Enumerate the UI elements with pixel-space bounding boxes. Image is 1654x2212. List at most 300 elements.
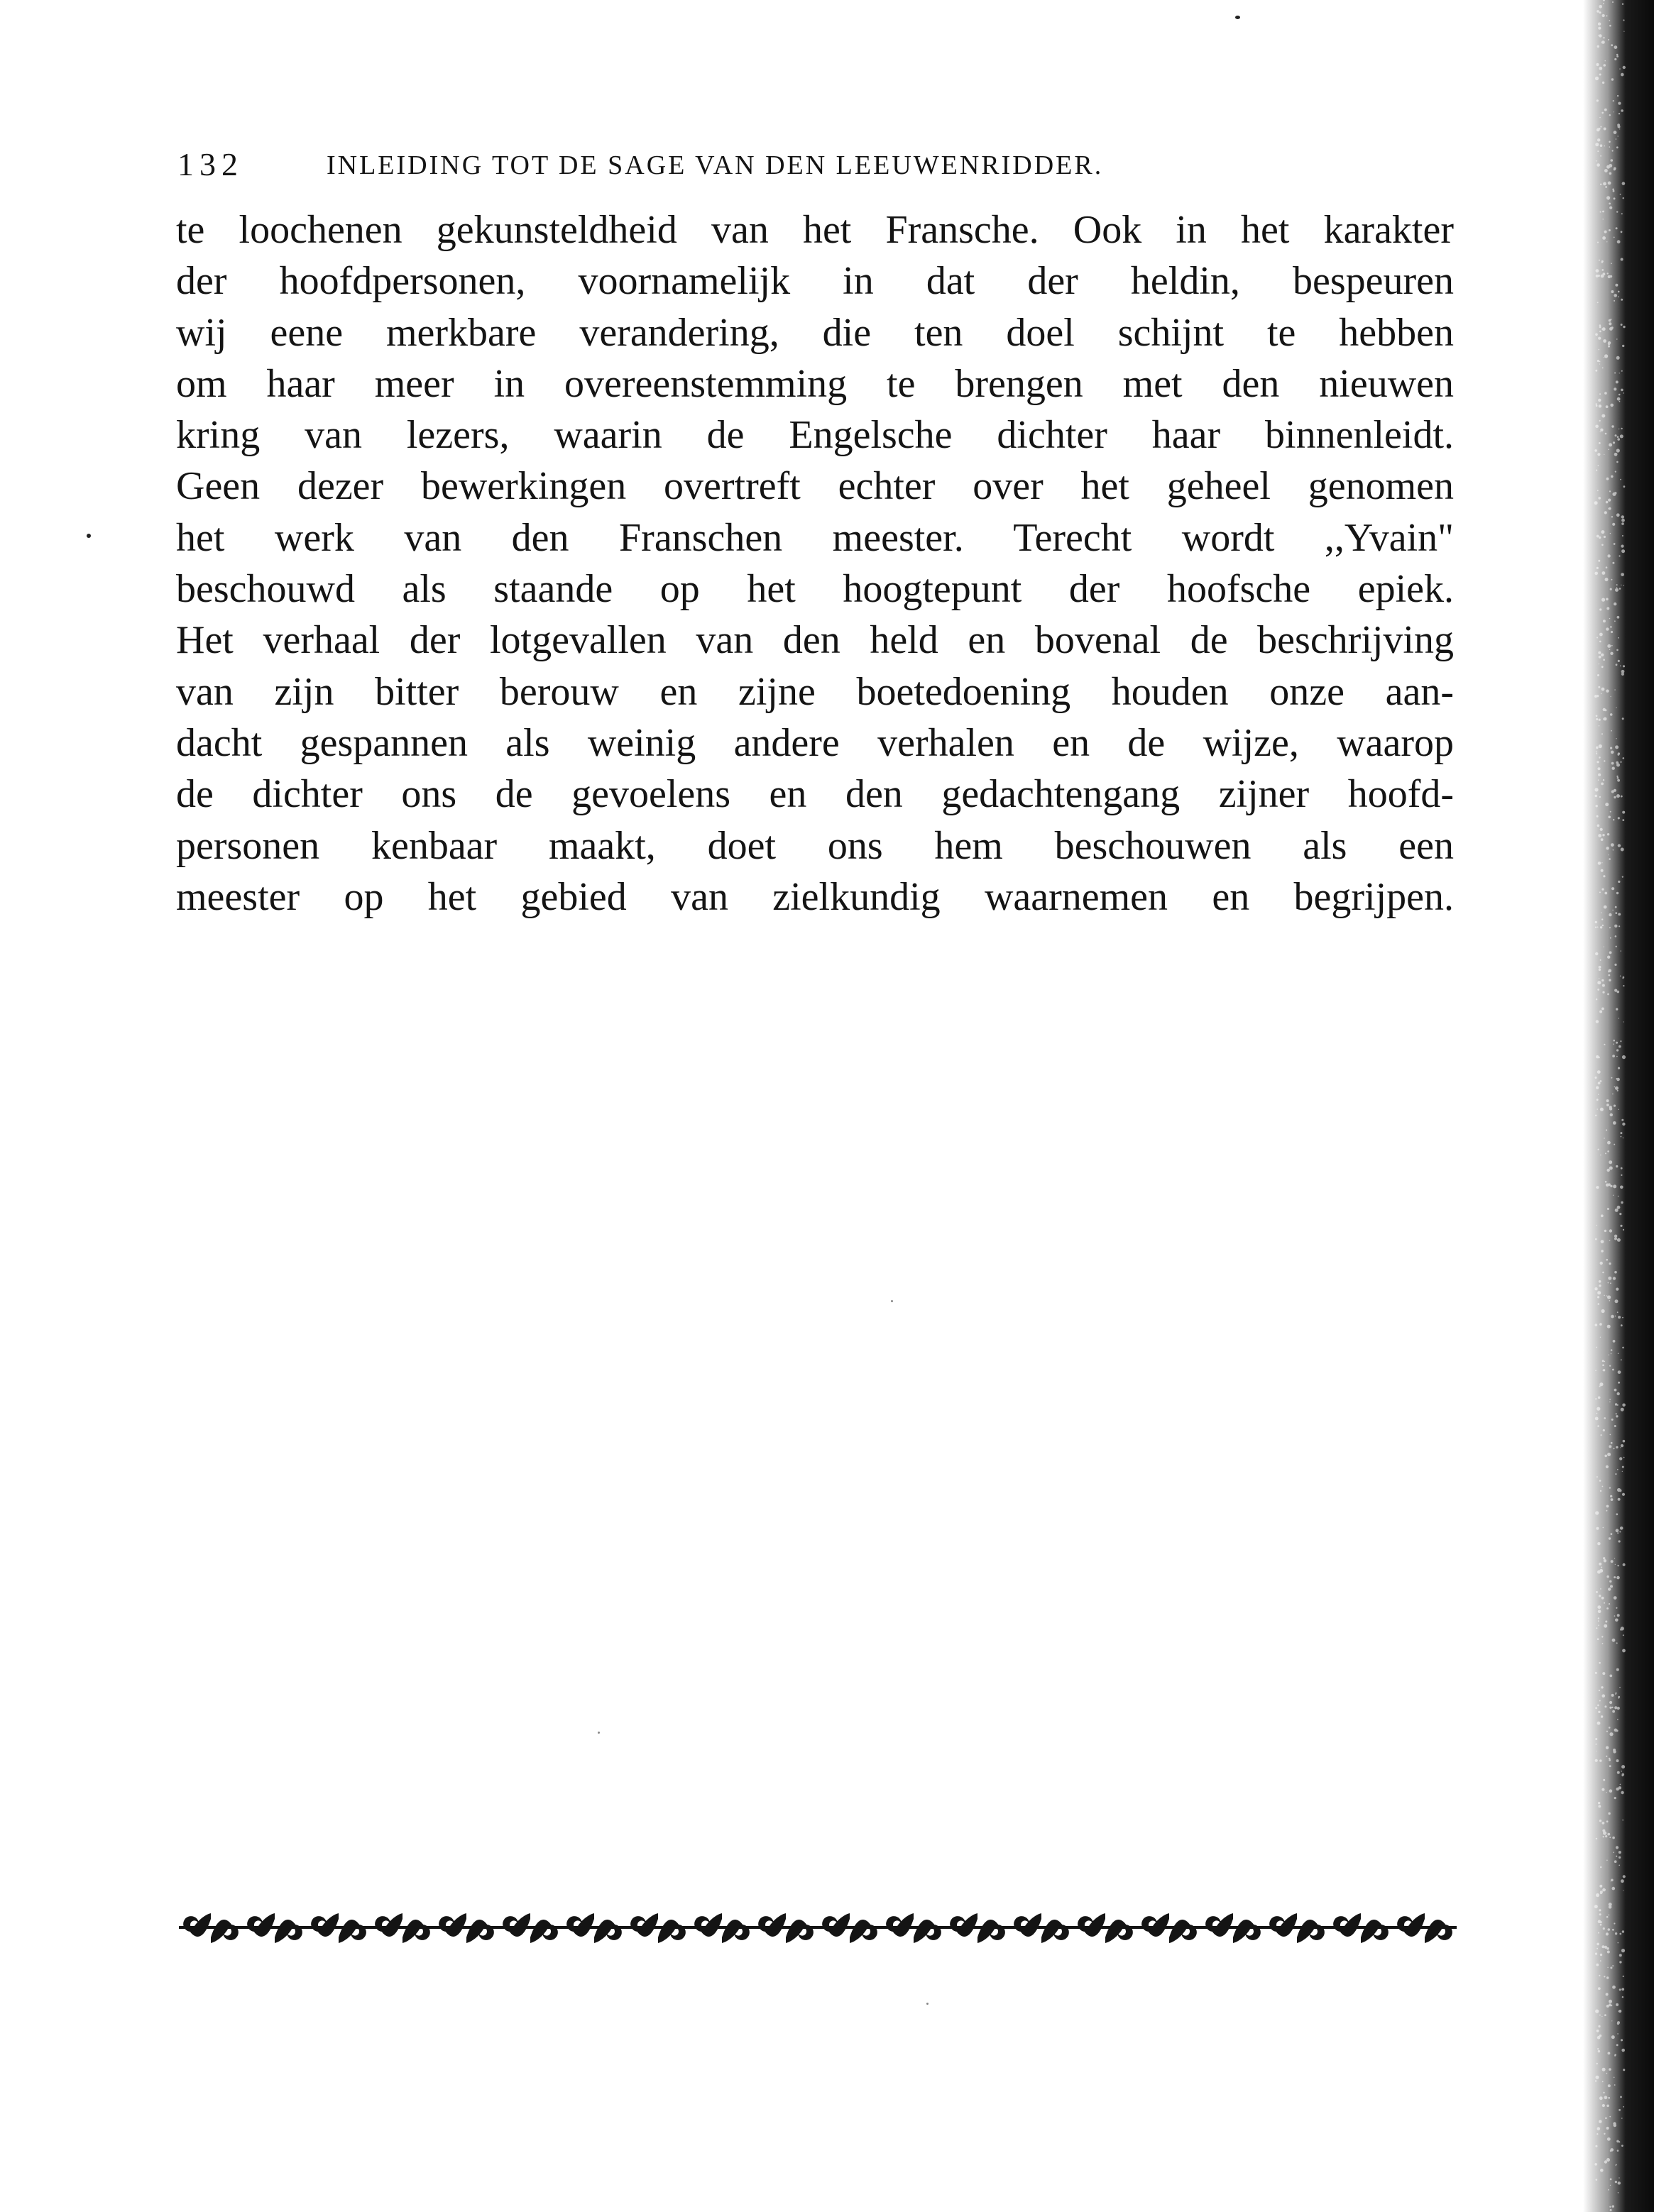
shadow-speck <box>1605 433 1607 435</box>
shadow-speck <box>1600 1921 1602 1923</box>
shadow-speck <box>1606 1099 1609 1102</box>
shadow-speck <box>1596 1591 1598 1593</box>
shadow-speck <box>1609 203 1611 205</box>
shadow-speck <box>1612 1094 1614 1095</box>
shadow-speck <box>1606 1575 1609 1578</box>
shadow-speck <box>1595 1417 1599 1421</box>
shadow-speck <box>1610 2209 1612 2211</box>
shadow-speck <box>1609 146 1611 148</box>
shadow-speck <box>1606 1820 1609 1822</box>
shadow-speck <box>1617 1392 1620 1395</box>
shadow-speck <box>1608 1588 1611 1590</box>
shadow-speck <box>1602 1694 1606 1697</box>
shadow-speck <box>1614 602 1616 605</box>
shadow-speck <box>1609 649 1610 650</box>
shadow-speck <box>1614 925 1617 928</box>
shadow-speck <box>1606 1756 1607 1757</box>
shadow-speck <box>1609 1487 1611 1489</box>
shadow-speck <box>1614 1086 1616 1088</box>
shadow-speck <box>1609 1915 1610 1916</box>
shadow-speck <box>1623 485 1626 488</box>
shadow-speck <box>1602 82 1604 84</box>
shadow-speck <box>1618 1109 1619 1110</box>
shadow-speck <box>1595 1077 1597 1079</box>
shadow-speck <box>1619 1045 1621 1048</box>
shadow-speck <box>1608 971 1609 972</box>
shadow-speck <box>1606 847 1609 849</box>
shadow-speck <box>1611 1419 1614 1421</box>
shadow-speck <box>1614 58 1616 60</box>
shadow-speck <box>1600 1891 1603 1893</box>
shadow-speck <box>1603 718 1605 720</box>
shadow-speck <box>1615 912 1617 914</box>
shadow-speck <box>1616 892 1619 894</box>
shadow-speck <box>1596 718 1598 720</box>
text-line-5: kring van lezers, waarin de Engelsche dichter haar binnenleidt. <box>176 413 1454 458</box>
shadow-speck <box>1622 1649 1626 1653</box>
shadow-speck <box>1605 1152 1606 1154</box>
shadow-speck <box>1602 2104 1605 2107</box>
shadow-speck <box>1597 1570 1601 1574</box>
shadow-speck <box>1619 1961 1621 1963</box>
shadow-speck <box>1611 790 1614 793</box>
shadow-speck <box>1612 1986 1616 1989</box>
shadow-speck <box>1609 490 1611 492</box>
shadow-speck <box>1610 747 1612 749</box>
shadow-speck <box>1607 1951 1610 1954</box>
shadow-speck <box>1614 45 1618 49</box>
shadow-speck <box>1604 392 1607 395</box>
shadow-speck <box>1601 1788 1604 1791</box>
shadow-speck <box>1621 1988 1624 1991</box>
shadow-speck <box>1601 544 1604 546</box>
shadow-speck <box>1616 1415 1618 1417</box>
shadow-speck <box>1617 1238 1621 1242</box>
shadow-speck <box>1605 578 1609 581</box>
shadow-speck <box>1612 2205 1614 2207</box>
shadow-speck <box>1620 2096 1622 2098</box>
shadow-speck <box>1616 1446 1618 1448</box>
shadow-speck <box>1611 751 1614 754</box>
shadow-speck <box>1607 956 1610 959</box>
shadow-speck <box>1595 370 1597 372</box>
shadow-speck <box>1599 1385 1601 1387</box>
shadow-speck <box>1620 1132 1622 1134</box>
shadow-speck <box>1619 401 1621 402</box>
shadow-speck <box>1603 273 1606 275</box>
shadow-speck <box>1621 2039 1623 2041</box>
shadow-speck <box>1598 560 1600 562</box>
shadow-speck <box>1600 828 1603 831</box>
shadow-speck <box>1606 566 1608 568</box>
shadow-speck <box>1601 1309 1605 1313</box>
shadow-speck <box>1599 1885 1602 1888</box>
shadow-speck <box>1608 974 1610 976</box>
shadow-speck <box>1609 1701 1612 1704</box>
ornament-scroll-motif <box>1169 1920 1197 1943</box>
shadow-speck <box>1615 935 1617 937</box>
shadow-speck <box>1621 549 1625 553</box>
shadow-speck <box>1601 862 1602 863</box>
shadow-speck <box>1599 537 1601 539</box>
shadow-speck <box>1617 438 1620 441</box>
shadow-speck <box>1614 373 1616 374</box>
shadow-speck <box>1610 1585 1613 1588</box>
shadow-speck <box>1599 11 1601 13</box>
shadow-speck <box>1623 31 1624 32</box>
shadow-speck <box>1603 64 1606 67</box>
shadow-speck <box>1611 263 1612 264</box>
shadow-speck <box>1606 1976 1609 1979</box>
shadow-speck <box>1612 1965 1614 1966</box>
shadow-speck <box>1598 1082 1601 1084</box>
ornament-scroll-motif <box>758 1913 786 1937</box>
shadow-speck <box>1621 2049 1625 2052</box>
shadow-speck <box>1603 1836 1604 1837</box>
shadow-speck <box>1597 45 1599 48</box>
shadow-speck <box>1606 1104 1609 1106</box>
shadow-speck <box>1597 825 1600 827</box>
shadow-speck <box>1621 231 1623 233</box>
shadow-speck <box>1609 1603 1610 1605</box>
shadow-speck <box>1607 2137 1611 2141</box>
shadow-speck <box>1604 2133 1605 2135</box>
shadow-speck <box>1601 1240 1604 1243</box>
shadow-speck <box>1620 194 1621 195</box>
text-line-14: meester op het gebied van zielkundig waarnemen en begrijpen. <box>176 874 1454 919</box>
shadow-speck <box>1610 1495 1612 1497</box>
shadow-speck <box>1601 869 1604 872</box>
shadow-speck <box>1617 1719 1619 1720</box>
ornament-scroll-motif <box>694 1913 722 1937</box>
shadow-speck <box>1621 1408 1624 1412</box>
shadow-speck <box>1599 2096 1603 2100</box>
shadow-speck <box>1597 2030 1599 2032</box>
ornament-scroll-motif <box>375 1913 402 1937</box>
shadow-speck <box>1599 725 1600 727</box>
shadow-speck <box>1595 1738 1597 1740</box>
shadow-speck <box>1597 1542 1600 1545</box>
shadow-speck <box>1612 150 1614 151</box>
shadow-speck <box>1609 979 1611 981</box>
shadow-speck <box>1596 998 1597 1000</box>
shadow-speck <box>1599 744 1602 748</box>
shadow-speck <box>1613 1340 1616 1343</box>
paper-speck <box>926 2003 929 2005</box>
ornament-scroll-motif <box>594 1920 622 1943</box>
shadow-speck <box>1612 1 1614 3</box>
shadow-speck <box>1603 3 1604 4</box>
shadow-speck <box>1599 260 1600 261</box>
shadow-speck <box>1614 131 1617 134</box>
shadow-speck <box>1604 2014 1606 2016</box>
shadow-speck <box>1620 479 1621 480</box>
shadow-speck <box>1599 891 1601 893</box>
shadow-speck <box>1602 1360 1604 1362</box>
shadow-speck <box>1618 1942 1619 1944</box>
shadow-speck <box>1600 1490 1601 1492</box>
shadow-speck <box>1611 1077 1612 1079</box>
shadow-speck <box>1596 1893 1599 1897</box>
ornament-scroll-motif <box>1014 1913 1041 1937</box>
shadow-speck <box>1621 1167 1623 1170</box>
shadow-speck <box>1618 660 1620 662</box>
ornament-scroll-motif <box>886 1913 914 1937</box>
shadow-speck <box>1602 1945 1605 1948</box>
shadow-speck <box>1602 211 1604 213</box>
shadow-speck <box>1608 1928 1611 1931</box>
shadow-speck <box>1619 1531 1621 1533</box>
shadow-speck <box>1595 1238 1597 1240</box>
shadow-speck <box>1618 1370 1621 1374</box>
shadow-speck <box>1616 1288 1619 1291</box>
shadow-speck <box>1598 1303 1600 1305</box>
shadow-speck <box>1601 979 1604 981</box>
shadow-speck <box>1606 1860 1608 1861</box>
shadow-speck <box>1621 796 1623 798</box>
shadow-speck <box>1597 2048 1599 2049</box>
shadow-speck <box>1612 523 1615 526</box>
shadow-speck <box>1623 392 1624 394</box>
shadow-speck <box>1619 394 1621 396</box>
shadow-speck <box>1611 1442 1613 1444</box>
shadow-speck <box>1609 319 1611 322</box>
shadow-speck <box>1616 339 1618 340</box>
shadow-speck <box>1602 991 1604 994</box>
shadow-speck <box>1609 1229 1612 1232</box>
shadow-speck <box>1612 1639 1616 1642</box>
shadow-speck <box>1597 1638 1599 1640</box>
shadow-speck <box>1598 1094 1599 1095</box>
shadow-speck <box>1604 109 1607 111</box>
shadow-speck <box>1609 322 1611 325</box>
shadow-speck <box>1618 881 1620 883</box>
shadow-speck <box>1616 1529 1619 1532</box>
shadow-speck <box>1597 761 1599 763</box>
shadow-speck <box>1599 1690 1600 1691</box>
shadow-speck <box>1613 849 1614 851</box>
shadow-speck <box>1609 1106 1612 1108</box>
shadow-speck <box>1607 833 1609 835</box>
shadow-speck <box>1596 753 1597 754</box>
shadow-speck <box>1605 803 1609 806</box>
shadow-speck <box>1607 1833 1610 1836</box>
shadow-speck <box>1604 1976 1605 1977</box>
shadow-speck <box>1615 1693 1616 1694</box>
shadow-speck <box>1616 1788 1619 1791</box>
shadow-speck <box>1602 1643 1604 1644</box>
shadow-speck <box>1597 1943 1599 1946</box>
shadow-speck <box>1596 2179 1598 2181</box>
shadow-speck <box>1599 361 1601 363</box>
shadow-speck <box>1601 1686 1603 1688</box>
text-line-3: wij eene merkbare verandering, die ten doel schijnt te hebben <box>176 310 1454 355</box>
shadow-speck <box>1616 138 1617 140</box>
shadow-speck <box>1606 2073 1608 2074</box>
shadow-speck <box>1598 1987 1601 1990</box>
shadow-speck <box>1609 1765 1611 1767</box>
shadow-speck <box>1609 951 1612 954</box>
shadow-speck <box>1617 991 1620 994</box>
shadow-speck <box>1600 126 1601 128</box>
shadow-speck <box>1607 644 1611 648</box>
shadow-speck <box>1599 331 1601 333</box>
shadow-speck <box>1599 719 1601 721</box>
shadow-speck <box>1599 1280 1601 1283</box>
shadow-speck <box>1611 1560 1614 1563</box>
ornament-scroll-motif <box>822 1913 850 1937</box>
shadow-speck <box>1601 666 1604 668</box>
shadow-speck <box>1599 796 1601 798</box>
shadow-speck <box>1596 1086 1599 1089</box>
shadow-speck <box>1598 686 1600 688</box>
text-line-11: dacht gespannen als weinig andere verhalen en de wijze, waarop <box>176 720 1454 765</box>
shadow-speck <box>1602 327 1606 331</box>
text-line-4: om haar meer in overeenstemming te brengen met den nieuwen <box>176 361 1454 406</box>
shadow-speck <box>1596 470 1597 471</box>
shadow-speck <box>1608 39 1609 40</box>
shadow-speck <box>1609 1707 1611 1709</box>
shadow-speck <box>1618 1696 1620 1698</box>
shadow-speck <box>1611 1315 1614 1319</box>
shadow-speck <box>1621 1174 1622 1176</box>
shadow-speck <box>1599 969 1601 971</box>
paper-speck <box>1235 16 1240 19</box>
shadow-speck <box>1604 1417 1606 1419</box>
shadow-speck <box>1611 887 1614 890</box>
shadow-speck <box>1616 2140 1619 2143</box>
shadow-speck <box>1613 100 1614 101</box>
shadow-speck <box>1621 522 1624 525</box>
shadow-speck <box>1607 1150 1609 1152</box>
shadow-speck <box>1614 1235 1617 1238</box>
shadow-speck <box>1599 67 1602 70</box>
shadow-speck <box>1616 1576 1620 1580</box>
shadow-speck <box>1600 1588 1601 1590</box>
shadow-speck <box>1609 927 1611 928</box>
shadow-speck <box>1602 1272 1604 1273</box>
shadow-speck <box>1595 334 1598 336</box>
shadow-speck <box>1596 1964 1599 1966</box>
shadow-speck <box>1609 1262 1611 1265</box>
shadow-speck <box>1599 326 1601 329</box>
shadow-speck <box>1616 649 1619 651</box>
shadow-speck <box>1603 875 1605 877</box>
shadow-speck <box>1594 501 1598 505</box>
shadow-speck <box>1597 1407 1600 1411</box>
ornament-scroll-motif <box>1333 1913 1361 1937</box>
shadow-speck <box>1609 172 1612 175</box>
shadow-speck <box>1616 1642 1618 1644</box>
shadow-speck <box>1606 1607 1609 1610</box>
shadow-speck <box>1602 571 1606 575</box>
shadow-speck <box>1616 2164 1617 2165</box>
shadow-speck <box>1598 774 1601 776</box>
shadow-speck <box>1601 112 1604 114</box>
shadow-speck <box>1611 44 1613 46</box>
shadow-speck <box>1614 2084 1616 2086</box>
shadow-speck <box>1597 989 1599 991</box>
shadow-speck <box>1617 1532 1619 1534</box>
shadow-speck <box>1597 981 1601 984</box>
shadow-speck <box>1599 1284 1601 1287</box>
shadow-speck <box>1598 399 1601 402</box>
shadow-speck <box>1601 1715 1603 1717</box>
shadow-speck <box>1623 1021 1624 1022</box>
shadow-speck <box>1600 926 1602 928</box>
shadow-speck <box>1623 1457 1625 1458</box>
shadow-speck <box>1597 302 1599 303</box>
running-title: INLEIDING TOT DE SAGE VAN DEN LEEUWENRIDDER. <box>327 150 1104 180</box>
shadow-speck <box>1595 2080 1597 2081</box>
shadow-speck <box>1618 102 1621 105</box>
shadow-speck <box>1606 1510 1607 1512</box>
shadow-speck <box>1621 428 1622 429</box>
shadow-speck <box>1621 573 1624 576</box>
shadow-speck <box>1604 1361 1605 1362</box>
shadow-speck <box>1614 1860 1617 1863</box>
shadow-speck <box>1597 1186 1599 1189</box>
shadow-speck <box>1609 1675 1612 1678</box>
shadow-speck <box>1607 1453 1611 1456</box>
shadow-speck <box>1616 2044 1619 2046</box>
shadow-speck <box>1622 1930 1624 1932</box>
shadow-speck <box>1599 2120 1602 2123</box>
shadow-speck <box>1597 567 1599 569</box>
shadow-speck <box>1601 888 1604 891</box>
shadow-speck <box>1600 184 1601 185</box>
shadow-speck <box>1599 405 1601 407</box>
shadow-speck <box>1606 2105 1609 2108</box>
shadow-speck <box>1609 443 1612 446</box>
shadow-speck <box>1616 380 1619 383</box>
shadow-speck <box>1609 141 1611 143</box>
shadow-speck <box>1623 2069 1625 2071</box>
shadow-speck <box>1599 1820 1601 1822</box>
ornament-scroll-motif <box>1397 1913 1425 1937</box>
shadow-speck <box>1610 2178 1612 2180</box>
shadow-speck <box>1621 73 1624 77</box>
shadow-speck <box>1606 598 1609 601</box>
shadow-speck <box>1597 1705 1599 1707</box>
shadow-speck <box>1615 1932 1617 1935</box>
shadow-speck <box>1623 2106 1624 2108</box>
shadow-speck <box>1595 1672 1597 1674</box>
shadow-speck <box>1611 78 1614 80</box>
shadow-speck <box>1594 1905 1598 1908</box>
shadow-speck <box>1621 1444 1623 1447</box>
shadow-speck <box>1611 631 1613 633</box>
shadow-speck <box>1595 143 1599 146</box>
shadow-speck <box>1621 2145 1623 2147</box>
shadow-speck <box>1598 1624 1599 1626</box>
shadow-speck <box>1609 1759 1611 1761</box>
shadow-speck <box>1604 1230 1606 1232</box>
shadow-speck <box>1614 543 1616 545</box>
shadow-speck <box>1598 2050 1600 2052</box>
shadow-speck <box>1609 618 1610 619</box>
ornament-scroll-motif <box>1297 1920 1325 1943</box>
shadow-speck <box>1619 128 1620 129</box>
shadow-speck <box>1598 1711 1600 1713</box>
shadow-speck <box>1617 2021 1620 2024</box>
shadow-speck <box>1609 2206 1611 2208</box>
shadow-speck <box>1594 2163 1597 2166</box>
shadow-speck <box>1598 27 1601 30</box>
shadow-speck <box>1601 1597 1604 1600</box>
shadow-speck <box>1603 2092 1604 2093</box>
shadow-speck <box>1614 294 1617 297</box>
